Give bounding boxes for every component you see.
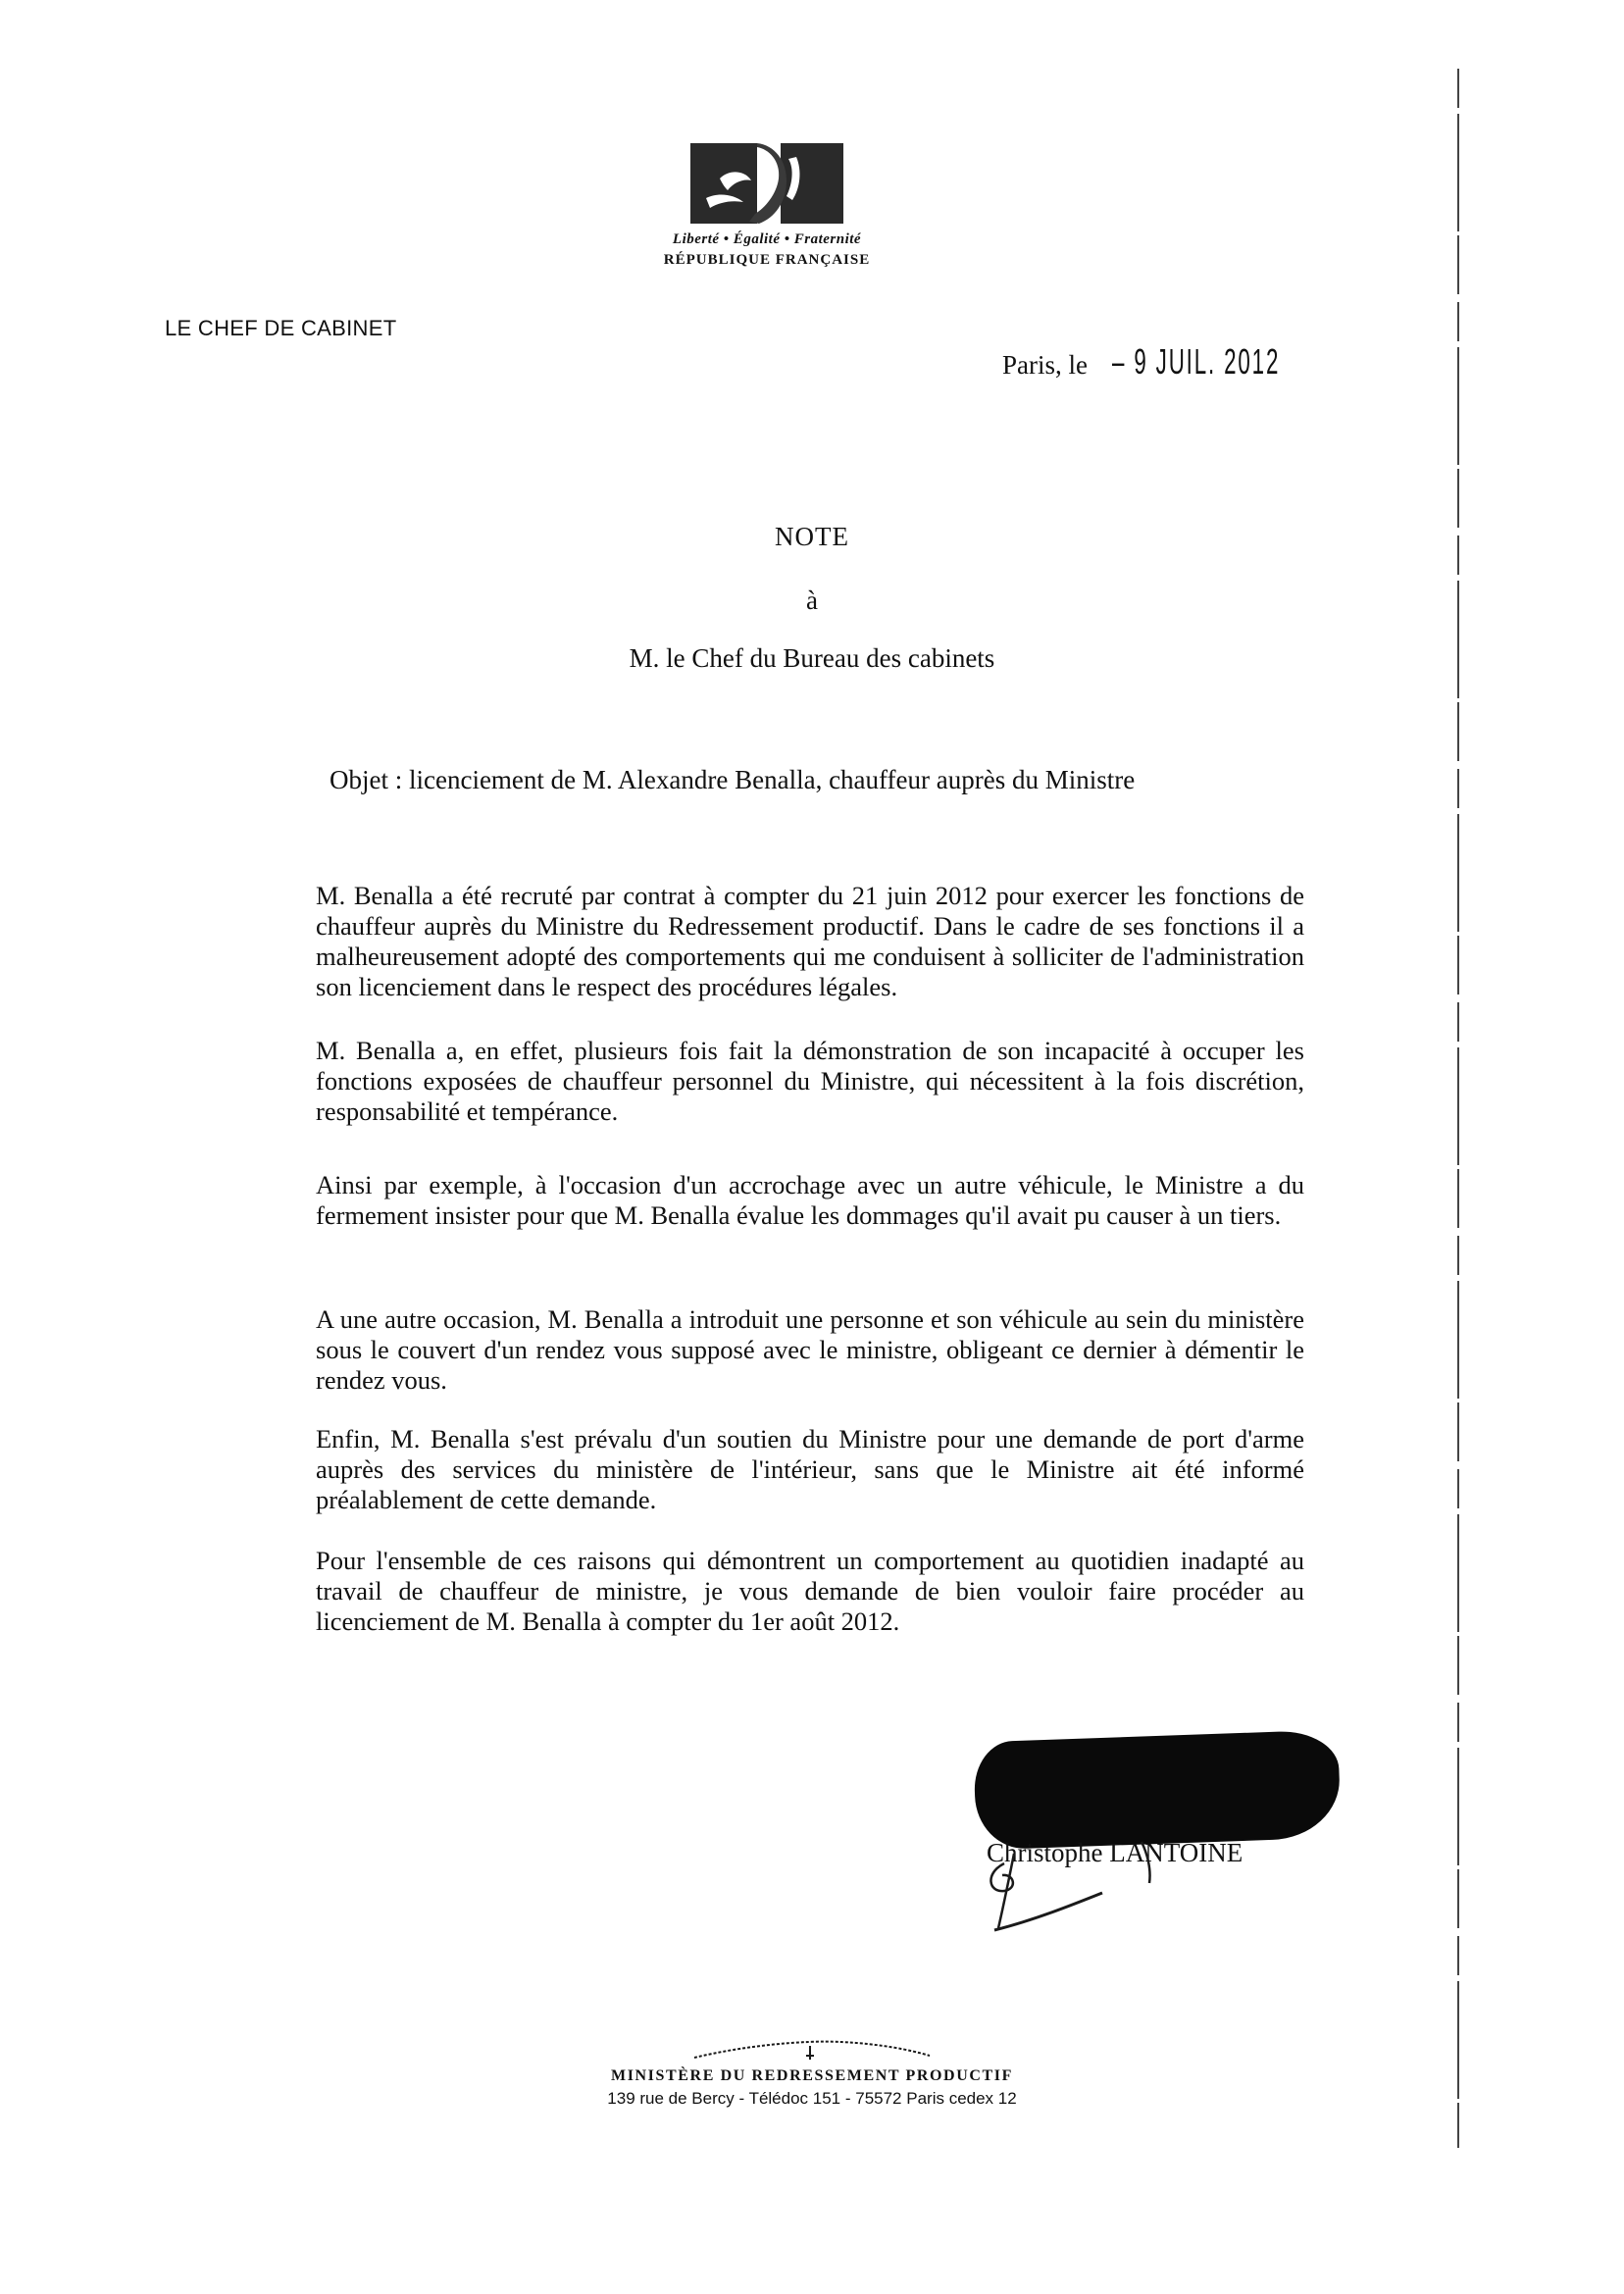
redaction-mark [973,1730,1342,1851]
note-to-word: à [806,586,818,615]
body-paragraph: Pour l'ensemble de ces raisons qui démontrent un comportement au quotidien inadapté au travail de chauffeur de ministre, je vous demande de bien vouloir faire procéder au licenciement de M. Benalla à compter du 1er août 2012. [316,1546,1304,1636]
body-paragraph: Ainsi par exemple, à l'occasion d'un accrochage avec un autre véhicule, le Ministre a du fermement insister pour que M. Benalla évalue les dommages qu'il avait pu causer à un tiers. [316,1170,1304,1230]
body-paragraph: M. Benalla a été recruté par contrat à compter du 21 juin 2012 pour exercer les fonctions de chauffeur auprès du Ministre du Redressement productif. Dans le cadre de ses fonctions il a malheureusement adopté des comportements qui me conduisent à solliciter de l'administration son licenciement dans le respect des procédures légales. [316,881,1304,1001]
footer-address: 139 rue de Bercy - Télédoc 151 - 75572 Paris cedex 12 [607,2089,1017,2108]
signature-flourish-icon [975,1834,1328,1932]
sender-office: LE CHEF DE CABINET [165,316,397,340]
date-stamp: – 9 JUIL. 2012 [1111,341,1280,382]
body-paragraph: Enfin, M. Benalla s'est prévalu d'un soutien du Ministre pour une demande de port d'arme auprès des services du ministère de l'intérieur, sans que le Ministre ait été informé préalablement de cette demande. [316,1424,1304,1514]
footer [0,2036,1624,2109]
marianne-emblem-icon [690,139,843,228]
republic-motto: Liberté • Égalité • Fraternité [672,231,862,247]
date-prefix: Paris, le [1002,350,1088,380]
letterhead-logo [663,139,871,269]
signer-name: Christophe LANTOINE [987,1838,1243,1867]
note-recipient: M. le Chef du Bureau des cabinets [629,643,995,673]
body-paragraph: M. Benalla a, en effet, plusieurs fois fait la démonstration de son incapacité à occuper les fonctions exposées de chauffeur personnel du Ministre, qui nécessitent à la fois discrétion, responsabilité et tempérance. [316,1036,1304,1126]
date-line [1002,341,1383,382]
footer-signature-scribble-icon [685,2036,939,2062]
subject-line: Objet : licenciement de M. Alexandre Benalla, chauffeur auprès du Ministre [330,765,1136,794]
body-paragraph: A une autre occasion, M. Benalla a introduit une personne et son véhicule au sein du ministère sous le couvert d'un rendez vous supposé avec le ministre, obligeant ce dernier à démentir le rendez vous. [316,1304,1304,1395]
republic-name: RÉPUBLIQUE FRANÇAISE [663,252,871,268]
footer-ministry: MINISTÈRE DU REDRESSEMENT PRODUCTIF [611,2067,1013,2084]
note-title: NOTE [775,522,849,551]
scan-edge-line [1455,69,1461,2148]
signature-block [975,1736,1347,1932]
